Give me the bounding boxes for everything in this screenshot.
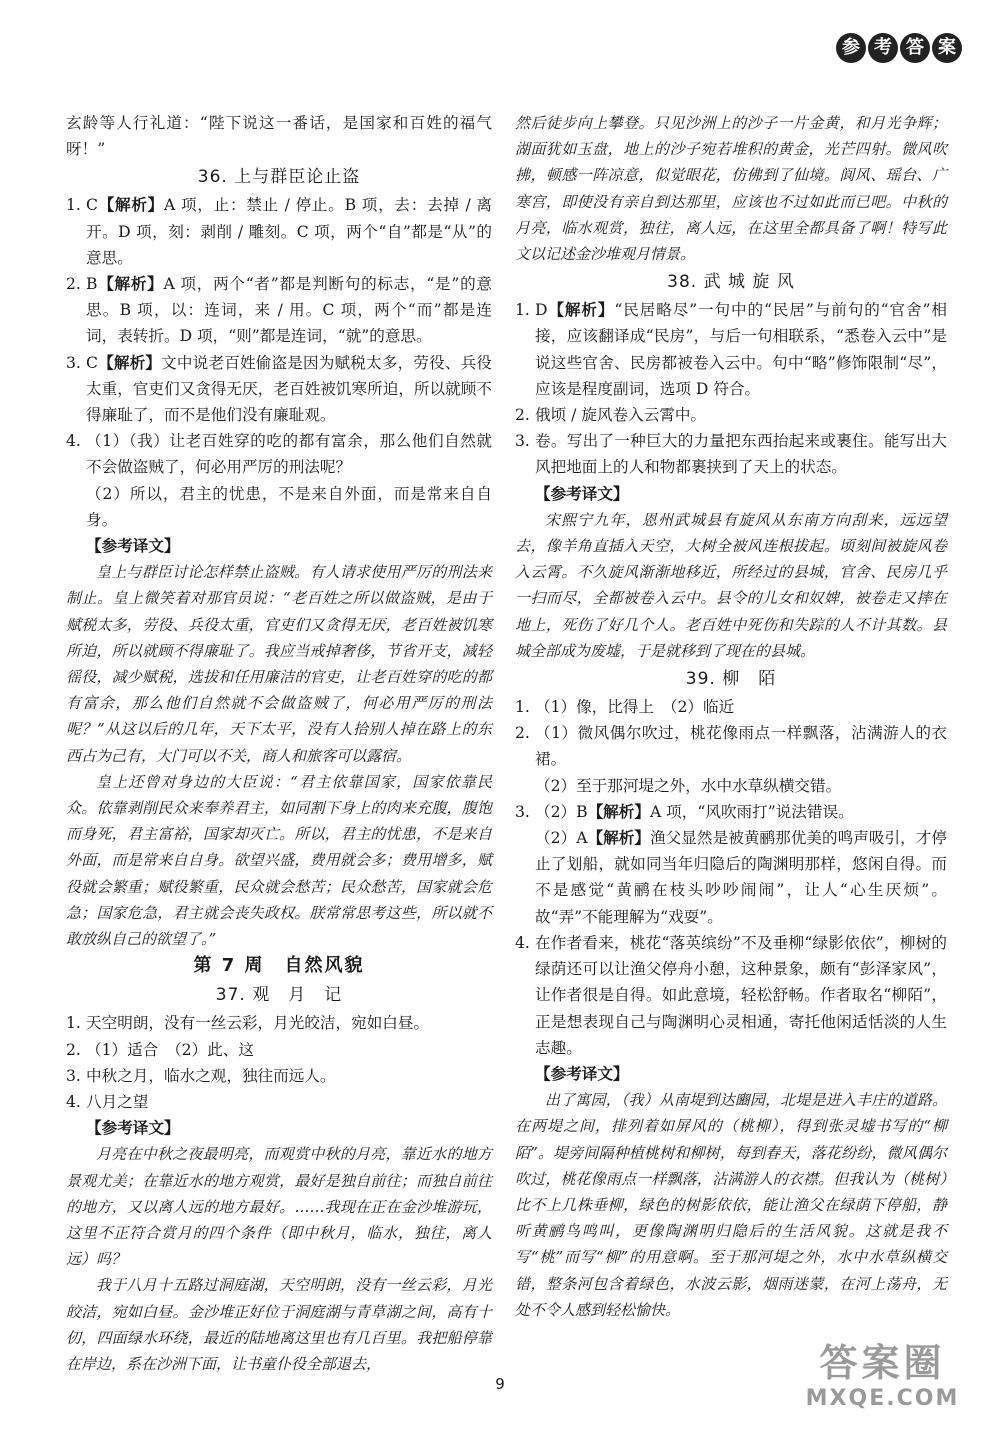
answer-text: （1）适合 （2）此、这: [86, 1040, 254, 1059]
item-number: 1.: [66, 1014, 81, 1033]
translation-paragraph: 皇上与群臣讨论怎样禁止盗贼。有人请求使用严厉的刑法来制止。皇上微笑着对那官员说：“老百姓之所以做盗贼，是由于赋税太多，劳役、兵役太重，官吏们又贪得无厌，老百姓被饥寒所迫，所以就顾不得廉耻了。我应当戒掉奢侈，节省开支，减轻徭役，减少赋税，选拔和任用廉洁的官吏，让老百姓穿的吃的都有富余，那么他们自然就不会做盗贼了，何必用严厉的刑法呢？”从这以后的几年，天下太平，没有人拾别人掉在路上的东西占为己有，大门可以不关，商人和旅客可以露宿。: [66, 563, 492, 765]
answer-text: （1）像，比得上 （2）临近: [535, 698, 735, 717]
s39-question-2-part-2: （2）至于那河堤之外，水中水草纵横交错。: [535, 776, 842, 795]
answer-text: A 项，止：禁止 / 停止。B 项，去：去掉 / 离开。D 项，刻：剥削 / 雕刻。C 项，两个“自”都是“从”的意思。: [86, 196, 492, 267]
right-column: [515, 110, 947, 1323]
section-39-title: 39. 柳 陌: [685, 669, 777, 690]
translation-paragraph: 月亮在中秋之夜最明亮，而观赏中秋的月亮，靠近水的地方景观尤美；在靠近水的地方观赏，最好是独自前往；而独自前往的地方，又以离人远的地方最好。……我现在正在金沙堆游玩，这里不正符合赏月的四个条件（即中秋月，临水，独往，离人远）吗？: [66, 1145, 492, 1269]
s37-question-2: [66, 1037, 492, 1063]
s38-question-2: [515, 402, 947, 428]
item-number: 2.: [66, 275, 81, 294]
item-number: 2.: [515, 406, 530, 425]
item-number: 4.: [66, 1092, 81, 1111]
answer-text: 俄顷 / 旋风卷入云霄中。: [535, 406, 707, 425]
watermark-logo-text: 答案圈: [819, 1341, 946, 1385]
page-number: 9: [495, 1375, 505, 1393]
answer-text: 在作者看来，桃花“落英缤纷”不及垂柳“绿影依依”，柳树的绿荫还可以让渔父停舟小憩，这种景象，颇有“彭泽家风”，让作者很是自得。如此意境，轻松舒畅。作者取名“柳陌”，正是想表现自己与陶渊明心灵相通，寄托他闲适恬淡的人生志趣。: [535, 933, 947, 1057]
answer-text: 天空明朗，没有一丝云彩，月光皎洁，宛如白昼。: [86, 1014, 430, 1033]
answer-lead: （2）: [535, 802, 577, 821]
badge-char: 考: [868, 33, 898, 63]
answer-letter: C: [86, 353, 98, 372]
translation-paragraph: 出了寓园，（我）从南堤到达豳园，北堤是进入丰庄的道路。在两堤之间，排列着如屏风的（桃柳），得到张灵墟书写的“柳陌”。堤旁间隔种植桃树和柳树，每到春天，落花纷纷，微风偶尔吹过，桃花像雨点一样飘落，沾满游人的衣襟。但我认为（桃树）比不上几株垂柳，绿色的树影依依，能让渔父在绿荫下停船，静听黄鹂鸟鸣叫，更像陶渊明归隐后的生活风貌。这就是我不写“桃”而写“柳”的用意啊。至于那河堤之外，水中水草纵横交错，整条河包含着绿色，水波云影，烟雨迷蒙，在河上荡舟，无处不令人感到轻松愉快。: [515, 1091, 947, 1319]
answer-text: “民居略尽”一句中的“民居”与前句的“官舍”相接，应该翻译成“民房”，与后一句相联系，“悉卷入云中”是说这些官舍、民房都被卷入云中。句中“略”修饰限制“尽”，应该是程度副词，选项 D 符合。: [535, 301, 947, 398]
item-number: 1.: [515, 698, 530, 717]
analysis-tag: 【解析】: [97, 275, 164, 294]
answer-text: 八月之望: [86, 1092, 149, 1111]
s36-question-4-part-2: （2）所以，君主的忧患，不是来自外面，而是常来自自身。: [86, 484, 492, 529]
badge-char: 案: [932, 33, 962, 63]
s39-question-3-part-2: [515, 825, 947, 930]
translation-heading: 【参考译文】: [535, 484, 629, 503]
s39-question-4: [515, 930, 947, 1061]
item-number: 4.: [66, 432, 81, 451]
translation-heading: 【参考译文】: [535, 1064, 629, 1083]
item-number: 3.: [66, 353, 81, 372]
translation-continued: 然后徒步向上攀登。只见沙洲上的沙子一片金黄，和月光争辉；湖面犹如玉盘，地上的沙子宛若堆积的黄金，光芒四射。微风吹拂，顿感一阵凉意，似觉眼花，仿佛到了仙境。阆风、瑶台、广寒宫，即使没有亲自到达那里，应该也不过如此而已吧。中秋的月亮，临水观赏，独往，离人远，在这里全都具备了啊！特写此文以记述金沙堆观月情景。: [515, 114, 947, 264]
s37-question-3: [66, 1063, 492, 1089]
left-column: [66, 110, 492, 1377]
s38-question-1: [515, 297, 947, 402]
translation-paragraph: 宋熙宁九年，恩州武城县有旋风从东南方向刮来，远远望去，像羊角直插入天空，大树全被风连根拔起。顷刻间被旋风卷入云霄。不久旋风渐渐地移近，所经过的县城，官舍、民房几乎一扫而尽，全都被卷入云中。县令的儿女和奴婢，被卷走又摔在地上，死伤了好几个人。老百姓中死伤和失踪的人不计其数。县城全部成为废墟，于是就移到了现在的县城。: [515, 510, 947, 660]
item-number: 4.: [515, 933, 530, 952]
item-number: 3.: [66, 1066, 81, 1085]
answer-text: （1）（我）让老百姓穿的吃的都有富余，那么他们自然就不会做盗贼了，何必用严厉的刑法呢？: [86, 432, 492, 477]
s38-question-3: [515, 428, 947, 480]
item-number: 1.: [515, 301, 530, 320]
answer-text: 文中说老百姓偷盗是因为赋税太多，劳役、兵役太重，官吏们又贪得无厌，老百姓被饥寒所迫，所以就顾不得廉耻了，而不是他们没有廉耻观。: [86, 353, 492, 425]
s39-question-2: [515, 720, 947, 772]
answer-text: A 项，“风吹雨打”说法错误。: [649, 802, 854, 821]
badge-char: 参: [836, 33, 866, 63]
s39-question-1: [515, 694, 947, 720]
item-number: 3.: [515, 432, 530, 451]
answer-text: 渔父显然是被黄鹂那优美的鸣声吸引，才停止了划船，就如同当年归隐后的陶渊明那样，悠闲自得。而不是感觉“黄鹂在枝头吵吵闹闹”，让人“心生厌烦”。故“弄”不能理解为“戏耍”。: [535, 829, 947, 926]
watermark-domain: MXQE.COM: [805, 1386, 960, 1411]
item-number: 1.: [66, 196, 81, 215]
translation-heading: 【参考译文】: [86, 537, 180, 556]
section-37-title: 37. 观 月 记: [215, 985, 343, 1006]
s36-question-2: [66, 271, 492, 350]
answer-text: A 项，两个“者”都是判断句的标志，“是”的意思。B 项，以：连词，来 / 用。C 项，两个“而”都是连词，表转折。D 项，“则”都是连词，“就”的意思。: [86, 275, 492, 346]
answer-letter: A: [576, 829, 588, 848]
site-watermark: [785, 1340, 980, 1420]
analysis-tag: 【解析】: [587, 829, 651, 848]
s36-question-1: [66, 192, 492, 271]
s36-question-3: [66, 350, 492, 429]
answer-text: 中秋之月，临水之观，独往而远人。: [86, 1066, 336, 1085]
s37-question-1: [66, 1010, 492, 1036]
s39-question-3: [515, 799, 947, 825]
answer-letter: D: [535, 301, 548, 320]
answer-letter: B: [576, 802, 588, 821]
reference-answer-badge: [836, 33, 962, 63]
item-number: 3.: [515, 802, 530, 821]
badge-char: 答: [900, 33, 930, 63]
item-number: 2.: [66, 1040, 81, 1059]
answer-text: （1）微风偶尔吹过，桃花像雨点一样飘落，沾满游人的衣裙。: [535, 724, 947, 769]
section-38-title: 38. 武 城 旋 风: [667, 272, 795, 293]
answer-letter: B: [86, 275, 98, 294]
answer-letter: C: [86, 196, 98, 215]
translation-paragraph: 我于八月十五路过洞庭湖，天空明朗，没有一丝云彩，月光皎洁，宛如白昼。金沙堆正好位于洞庭湖与青草湖之间，高有十仞，四面绿水环绕，最近的陆地离这里也有几百里。我把船停靠在岸边，系在沙洲下面，让书童仆役全部退去，: [66, 1276, 492, 1373]
analysis-tag: 【解析】: [587, 802, 650, 821]
answer-text: 卷。写出了一种巨大的力量把东西抬起来或裹住。能写出大风把地面上的人和物都裹挟到了天上的状态。: [535, 432, 947, 477]
s37-question-4: [66, 1089, 492, 1115]
item-number: 2.: [515, 724, 530, 743]
s36-question-4: [66, 428, 492, 480]
translation-paragraph: 皇上还曾对身边的大臣说：“君主依靠国家，国家依靠民众。依靠剥削民众来奉养君主，如同割下身上的肉来充腹，腹饱而身死，君主富裕，国家却灭亡。所以，君主的忧患，不是来自外面，而是常来自自身。欲望兴盛，费用就会多；费用增多，赋役就会繁重；赋役繁重，民众就会愁苦；民众愁苦，国家就会危急；国家危急，君主就会丧失政权。朕常常思考这些，所以就不敢放纵自己的欲望了。”: [66, 772, 492, 949]
answer-lead: （2）: [535, 829, 577, 848]
analysis-tag: 【解析】: [547, 301, 615, 320]
week-7-heading: 第 7 周 自然风貌: [193, 955, 365, 977]
analysis-tag: 【解析】: [97, 353, 162, 372]
section-36-title: 36. 上与群臣论止盗: [197, 167, 361, 188]
analysis-tag: 【解析】: [97, 196, 165, 215]
translation-heading: 【参考译文】: [86, 1119, 180, 1138]
intro-paragraph: 玄龄等人行礼道：“陛下说这一番话，是国家和百姓的福气呀！”: [66, 114, 492, 159]
